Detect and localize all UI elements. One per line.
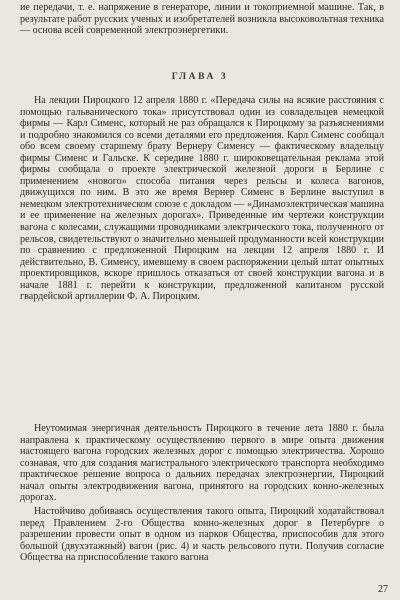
body-paragraph-3: Настойчиво добиваясь осуществления такого опыта, Пироцкий ходатайствовал перед Правлением 2-го Общества конно-железных дорог в Петербурге о разрешении провести опыт в одном из парков Общества, приспособив для этого большой (двухэтажный) вагон (рис. 4) и часть рельсового пути. Получив согласие Общества на приспособление такого вагона bbox=[20, 506, 384, 564]
page-number: 27 bbox=[378, 584, 388, 595]
chapter-heading: ГЛАВА 3 bbox=[171, 72, 229, 82]
body-paragraph-2: Неутомимая энергичная деятельность Пироцкого в течение лета 1880 г. была направлена к практическому осуществлению первого в мире опыта движения настоящего вагона городских железных дорог с помощью электричества. Хорошо сознавая, что для создания магистрального электрического транспорта необходимо практическое решение вопроса о дальних передачах электроэнергии, Пироцкий начал опыты электродвижения вагона, принятого на городских конно-железных дорогах. bbox=[20, 423, 384, 504]
body-paragraph-1: На лекции Пироцкого 12 апреля 1880 г. «Передача силы на всякие расстояния с помощью гальванического тока» присутствовал один из совладельцев немецкой фирмы — Карл Сименс, который не раз обращался к Пироцкому за разъяснениями и подробно знакомился со всеми деталями его предложения. Карл Сименс сообщал обо всем своему старшему брату Вернеру Сименсу — фактическому владельцу фирмы Сименс и Гальске. К середине 1880 г. широковещательная реклама этой фирмы сообщала о проекте электрической железной дороги в Берлине с применением «нового» способа питания через рельсы и колеса вагонов, движущихся по ним. В это же время Вернер Сименс в Берлине выступил в немецком электротехническом союзе с докладом — «Динамоэлектрическая машина и ее применение на железных дорогах». Приведенные им чертежи конструкции вагона с колесами, служащими проводниками электрического тока, полученного от рельсов, свидетельствуют о значительно меньшей продуманности всей конструкции по сравнению с предложенной Пироцким на лекции 12 апреля 1880 г. И действительно, В. Сименсу, имевшему в своем распоряжении целый штат опытных проектировщиков, вскоре пришлось отказаться от своей конструкции вагона и в начале 1881 г. перейти к конструкции, предложенной капитаном русской гвардейской артиллерии Ф. А. Пироцким. bbox=[20, 95, 384, 303]
intro-paragraph: ие передачи, т. е. напряжение в генераторе, линии и токоприемной машине. Так, в результате работ русских ученых и изобретателей возникла высоковольтная техника — основа всей современной электроэнергетики. bbox=[20, 2, 384, 37]
